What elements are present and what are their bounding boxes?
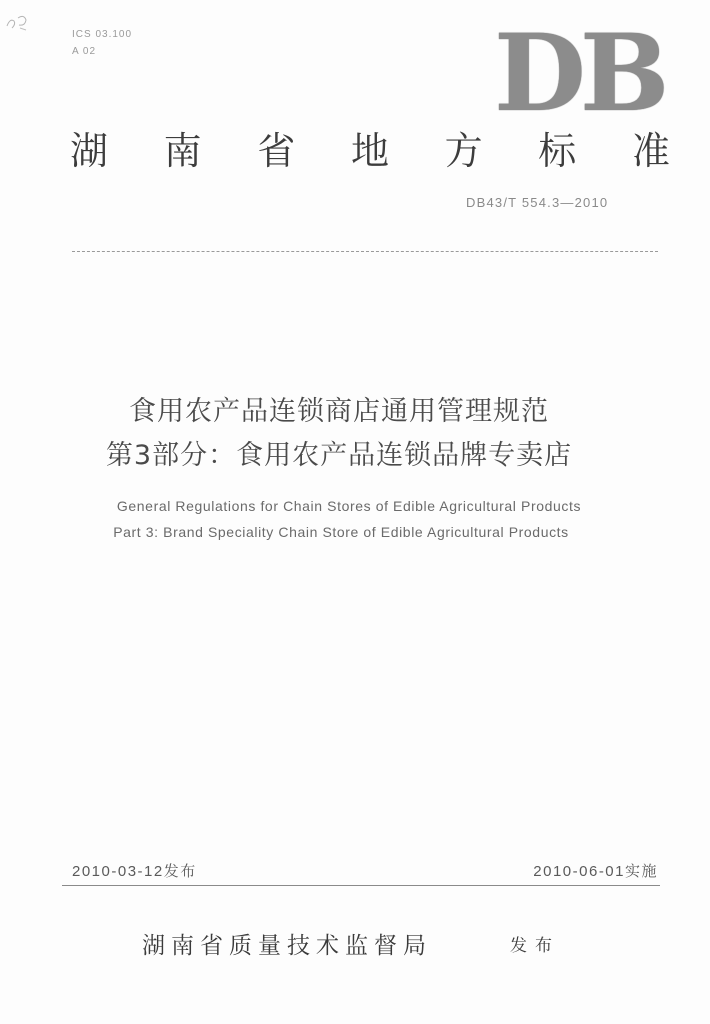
ics-code: ICS 03.100 bbox=[72, 29, 133, 40]
handwritten-mark bbox=[4, 12, 30, 34]
standard-type-char: 省 bbox=[257, 129, 296, 173]
title-chinese-line1: 食用农产品连锁商店通用管理规范 bbox=[129, 396, 549, 427]
issue-date: 2010-03-12发布 bbox=[72, 863, 197, 880]
standard-type-title bbox=[70, 128, 670, 174]
header-divider bbox=[72, 251, 658, 252]
issuing-authority: 湖南省质量技术监督局 bbox=[142, 933, 432, 959]
standard-type-char: 准 bbox=[631, 129, 670, 173]
title-english-line2: Part 3: Brand Speciality Chain Store of Edible Agricultural Products bbox=[113, 524, 569, 540]
standard-type-char: 标 bbox=[538, 129, 577, 173]
standard-type-char: 地 bbox=[350, 129, 389, 173]
standard-number: DB43/T 554.3—2010 bbox=[466, 195, 609, 210]
standard-type-char: 南 bbox=[163, 129, 202, 173]
title-english-line1: General Regulations for Chain Stores of Edible Agricultural Products bbox=[116, 498, 582, 514]
standard-type-char: 湖 bbox=[70, 129, 109, 173]
footer-divider bbox=[62, 885, 660, 886]
standard-type-char: 方 bbox=[444, 129, 483, 173]
implementation-date: 2010-06-01实施 bbox=[533, 863, 658, 880]
ccs-code: A 02 bbox=[72, 46, 97, 57]
title-chinese-line2: 第3部分：食用农产品连锁品牌专卖店 bbox=[105, 440, 573, 471]
db-logo: DB bbox=[494, 10, 664, 135]
issue-label: 发布 bbox=[510, 936, 560, 956]
classification-codes bbox=[72, 26, 132, 60]
